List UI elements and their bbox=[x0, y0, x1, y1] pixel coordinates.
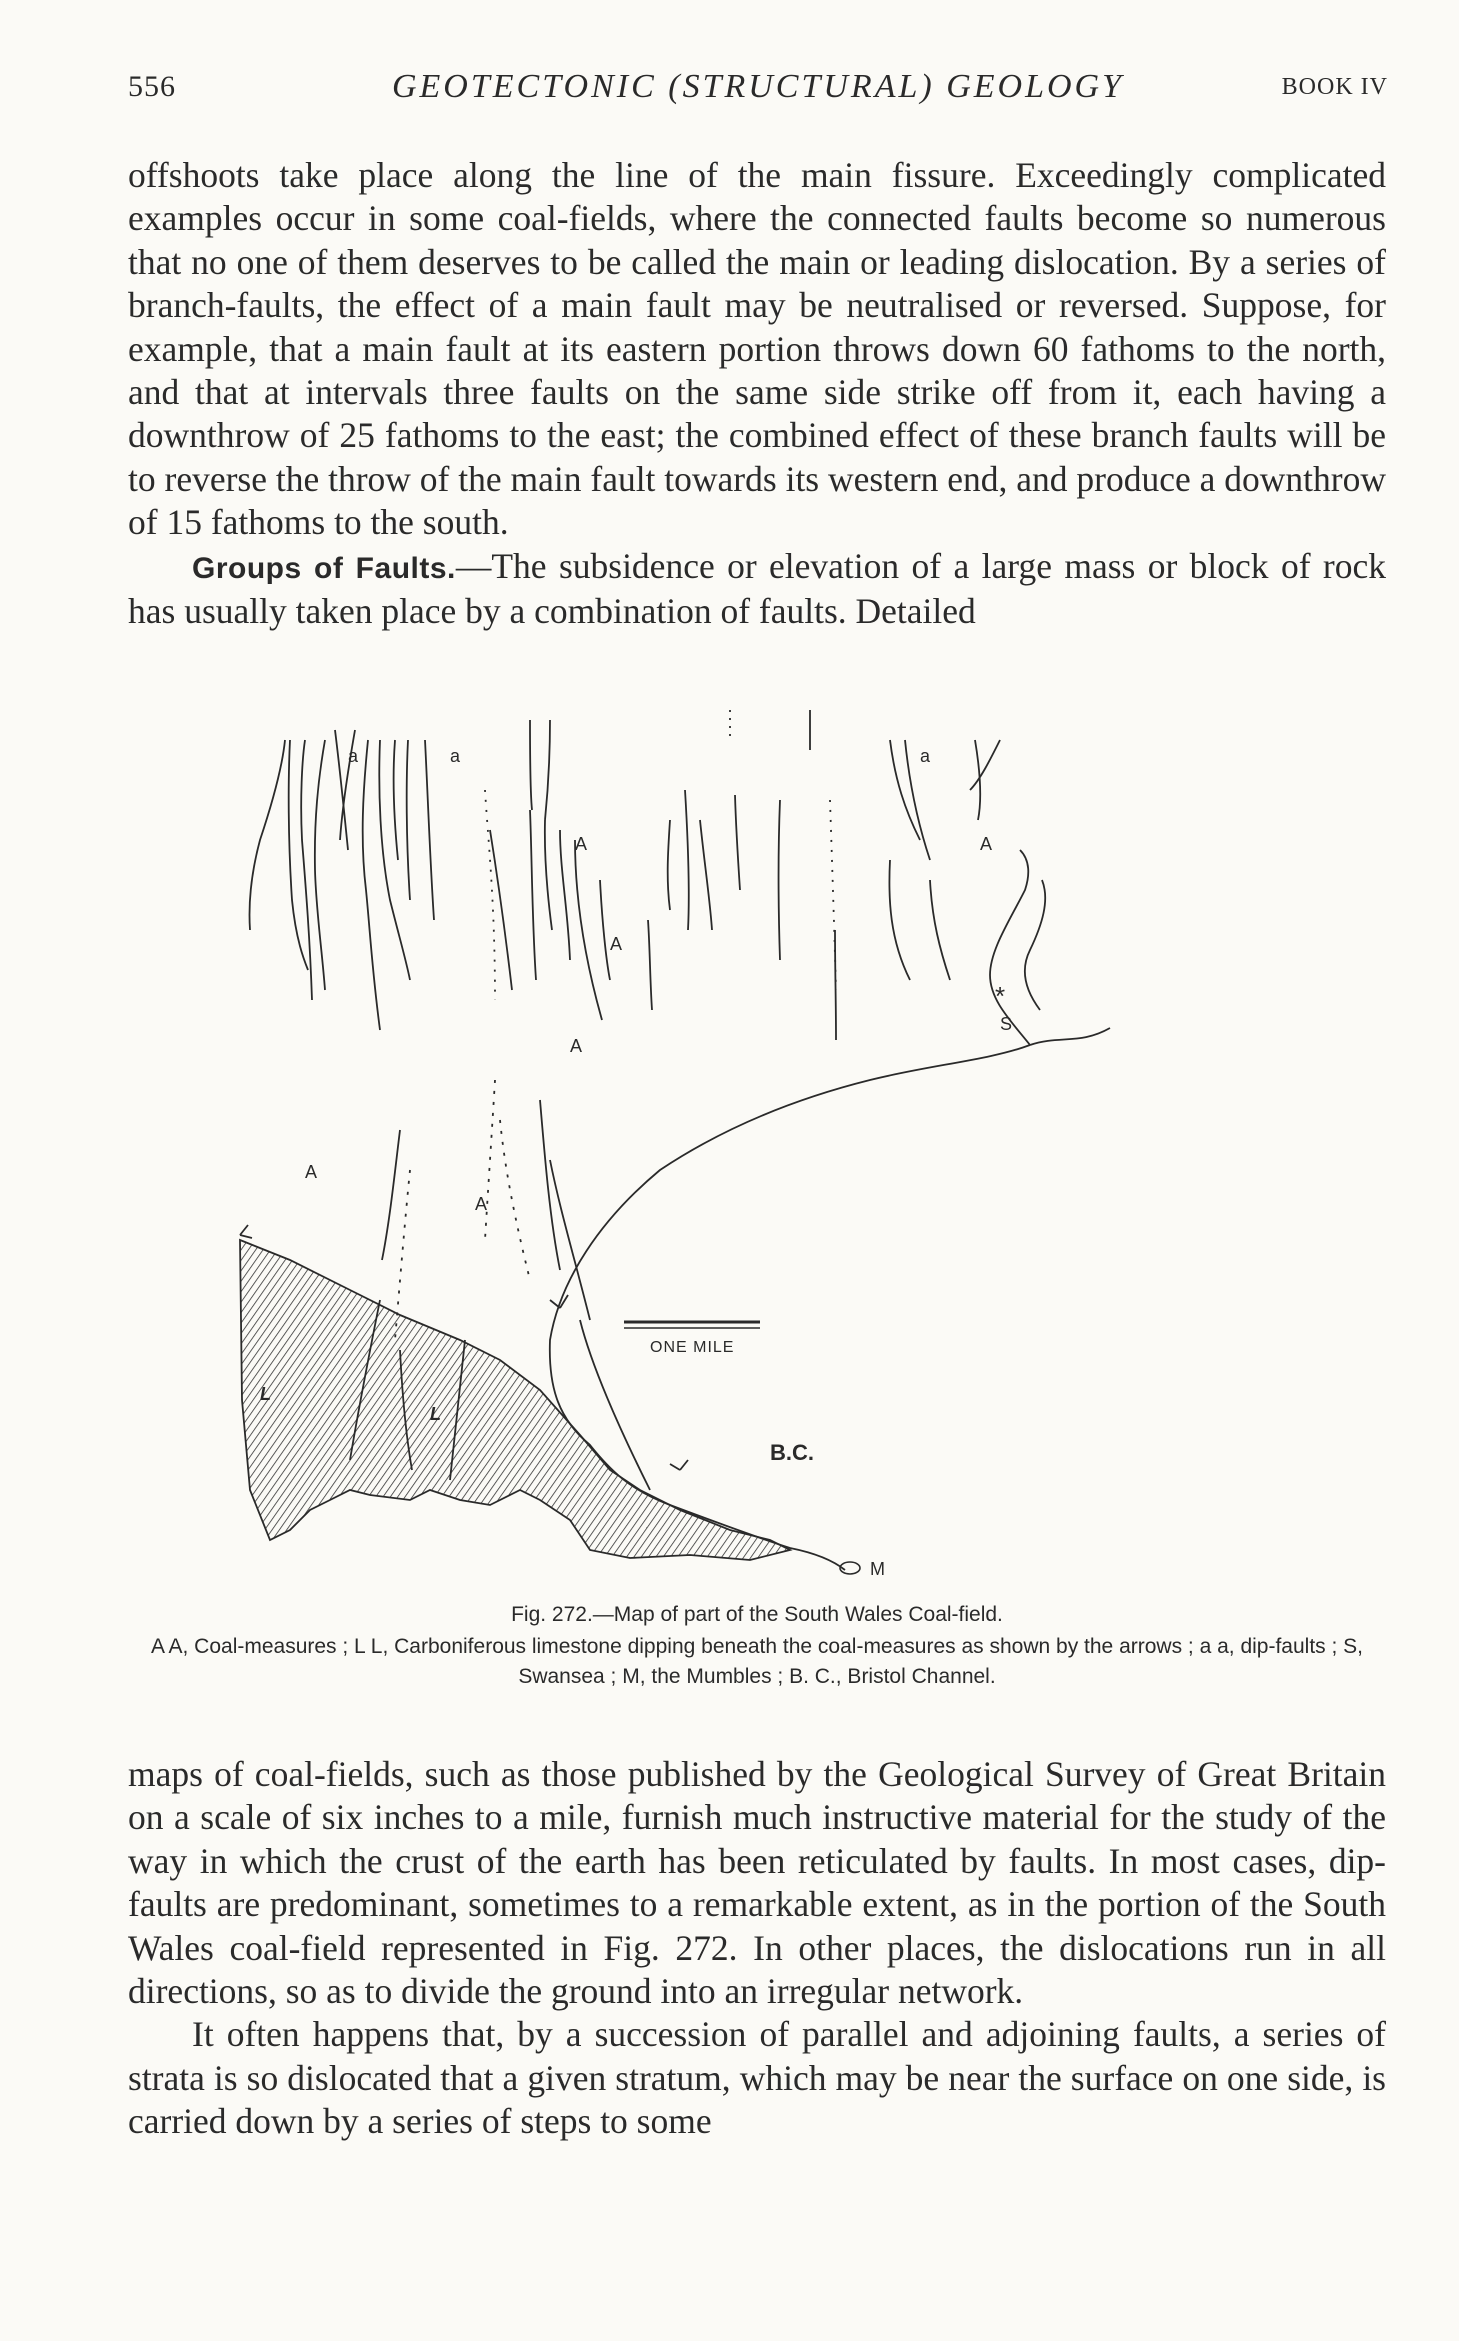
label-A: A bbox=[305, 1162, 318, 1182]
limestone-area bbox=[240, 1240, 790, 1560]
label-L: L bbox=[260, 1384, 271, 1404]
body-text-bottom bbox=[128, 1753, 1386, 2144]
label-a: a bbox=[348, 746, 359, 766]
label-A: A bbox=[610, 934, 623, 954]
label-S: S bbox=[1000, 1014, 1013, 1034]
label-A: A bbox=[575, 834, 588, 854]
body-text-top bbox=[128, 154, 1386, 633]
paragraph-3: maps of coal-fields, such as those published by the Geological Survey of Great Britain on a scale of six inches to a mile, furnish much instructive material for the study of the way in which the crust of the earth has been reticulated by faults. In most cases, dip-faults are predominant, sometimes to a remarkable extent, as in the portion of the South Wales coal-field represented in Fig. 272. In other places, the dislocations run in all directions, so as to divide the ground into an irregular network. bbox=[128, 1754, 1386, 2012]
running-header bbox=[128, 62, 1388, 118]
caption-title: Fig. 272.—Map of part of the South Wales Coal-field. bbox=[511, 1603, 1003, 1626]
section-heading: Groups of Faults. bbox=[192, 551, 456, 585]
fault-line bbox=[249, 740, 285, 930]
paragraph-1: offshoots take place along the line of the main fissure. Exceedingly complicated examples occur in some coal-fields, where the connected faults become so numerous that no one of them deserves to be called the main or leading dislocation. By a series of branch-faults, the effect of a main fault may be neutralised or reversed. Suppose, for example, that a main fault at its eastern portion throws down 60 fathoms to the north, and that at intervals three faults on the same side strike off from it, each having a downthrow of 25 fathoms to the east; the combined effect of these branch faults will be to reverse the throw of the main fault towards its western end, and produce a downthrow of 15 fathoms to the south. bbox=[128, 155, 1386, 543]
label-bc: B.C. bbox=[770, 1440, 814, 1465]
scale-label: ONE MILE bbox=[650, 1339, 735, 1356]
figure-272-map bbox=[230, 700, 1290, 1580]
label-A: A bbox=[475, 1194, 488, 1214]
figure-caption bbox=[128, 1600, 1386, 1692]
label-A: A bbox=[570, 1036, 583, 1056]
book-label: BOOK IV bbox=[1281, 74, 1388, 100]
paragraph-2 bbox=[128, 545, 1386, 634]
label-L: L bbox=[430, 1404, 441, 1424]
heading-dash: — bbox=[455, 545, 492, 586]
label-M: M bbox=[870, 1559, 885, 1579]
swansea-star: * bbox=[995, 981, 1006, 1011]
running-title: GEOTECTONIC (STRUCTURAL) GEOLOGY bbox=[391, 68, 1125, 105]
label-a: a bbox=[450, 746, 461, 766]
coal-field-map bbox=[230, 700, 1290, 1580]
label-A: A bbox=[980, 834, 993, 854]
paragraph-2-text: The subsidence or elevation of a large mass or block of rock has usually taken place by a combination of faults. Detailed bbox=[128, 545, 1386, 632]
page-number: 556 bbox=[128, 70, 176, 103]
caption-legend: A A, Coal-measures ; L L, Carboniferous limestone dipping beneath the coal-measures as shown by the arrows ; a a, dip-faults ; S, Swansea ; M, the Mumbles ; B. C., Bristol Channel. bbox=[150, 1635, 1364, 1688]
label-a: a bbox=[920, 746, 931, 766]
paragraph-4: It often happens that, by a succession of parallel and adjoining faults, a series of strata is so dislocated that a given stratum, which may be near the surface on one side, is carried down by a series of steps to some bbox=[128, 2014, 1386, 2142]
